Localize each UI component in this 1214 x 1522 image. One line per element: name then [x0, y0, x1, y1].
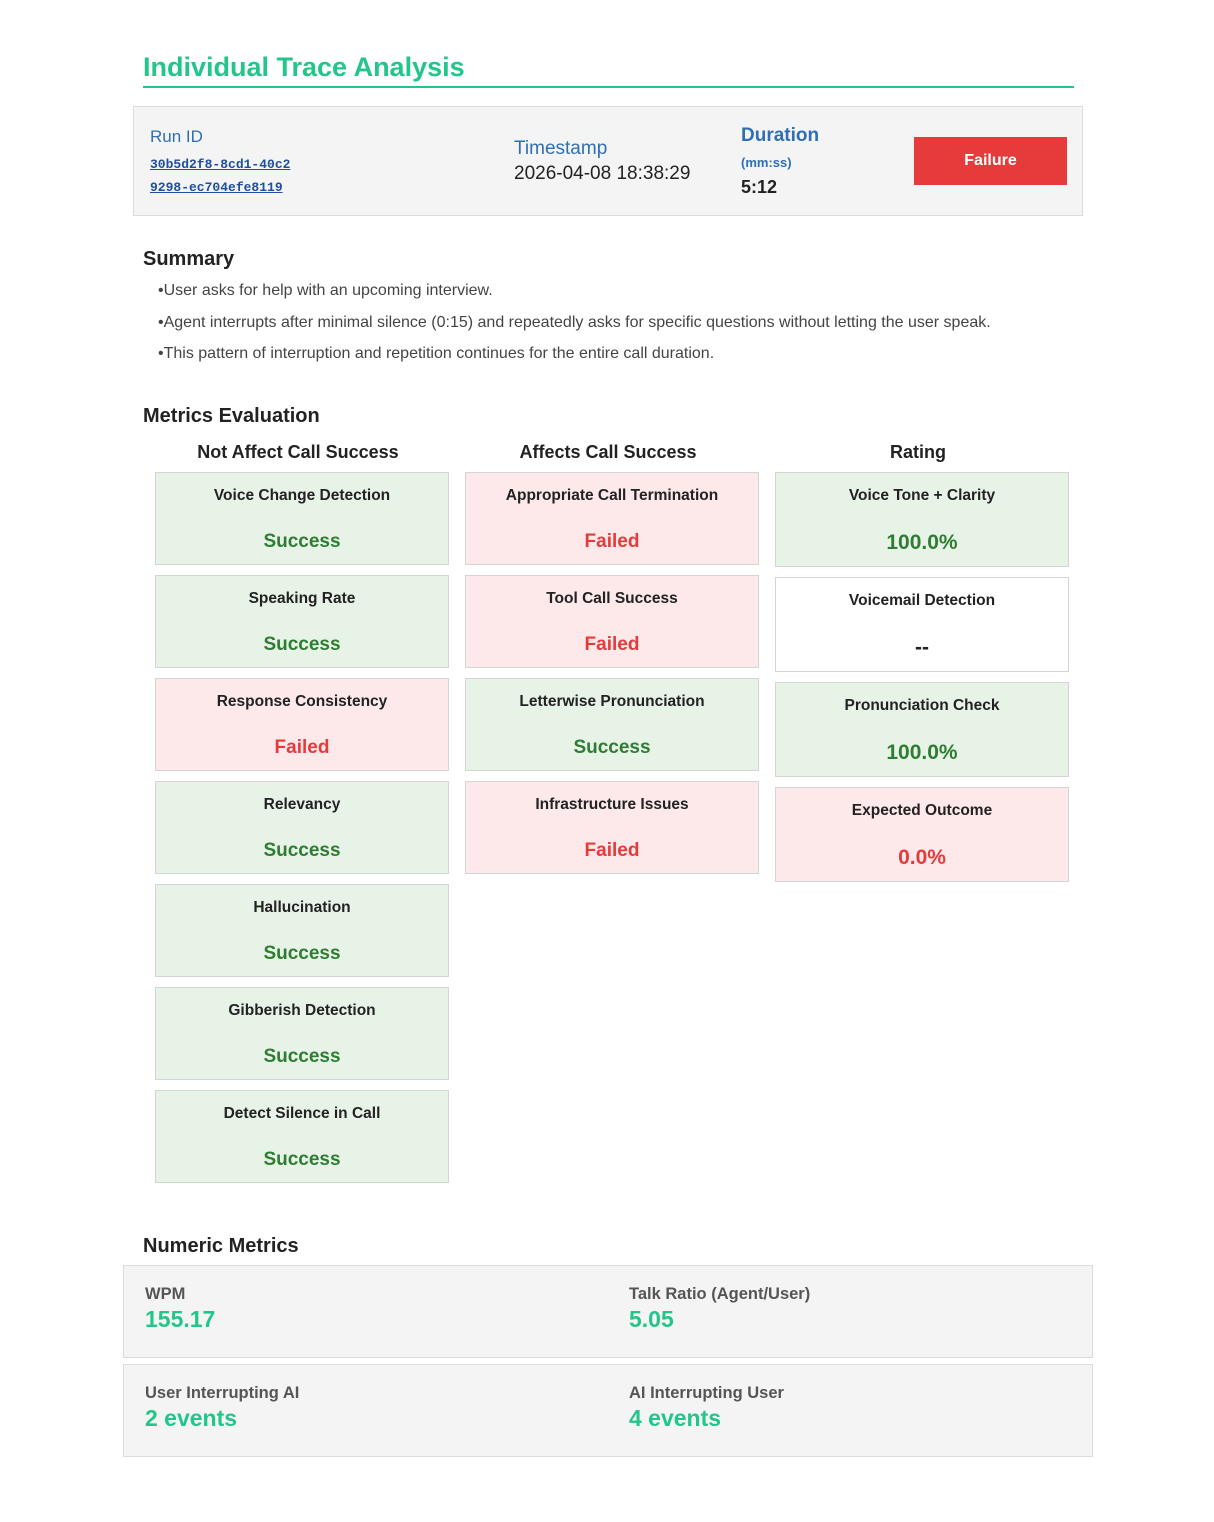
summary-item: •Agent interrupts after minimal silence (0:15) and repeatedly asks for specific questions without letting the user speak. — [158, 313, 991, 331]
metric-value: Success — [263, 634, 341, 655]
summary-list — [158, 280, 1118, 375]
metric-value: Success — [263, 1046, 341, 1067]
run-id-line-1: 30b5d2f8-8cd1-40c2 — [150, 157, 291, 172]
summary-item: •This pattern of interruption and repetition continues for the entire call duration. — [158, 345, 715, 362]
timestamp-label: Timestamp — [514, 138, 608, 159]
status-badge: Failure — [914, 137, 1067, 185]
metric-name: Pronunciation Check — [844, 697, 1000, 714]
duration-label: Duration — [741, 125, 820, 146]
metric-name: Gibberish Detection — [228, 1002, 376, 1019]
metric-card-voice-change-detection — [155, 472, 449, 565]
summary-heading: Summary — [143, 248, 235, 270]
metric-card-voice-tone-clarity — [775, 472, 1069, 567]
metric-value: Success — [263, 943, 341, 964]
run-id-label: Run ID — [150, 127, 203, 146]
metric-name: Detect Silence in Call — [223, 1105, 381, 1122]
metric-value: Success — [263, 1149, 341, 1170]
wpm-label: WPM — [145, 1285, 186, 1303]
metric-name: Infrastructure Issues — [535, 796, 689, 813]
metric-card-hallucination — [155, 884, 449, 977]
metric-card-pronunciation-check — [775, 682, 1069, 777]
numeric-metrics-row — [123, 1265, 1093, 1358]
metrics-heading: Metrics Evaluation — [143, 405, 320, 427]
metric-value: Failed — [584, 531, 640, 552]
metric-value: -- — [915, 636, 929, 659]
metric-card-speaking-rate — [155, 575, 449, 668]
metric-value: 100.0% — [886, 531, 958, 554]
numeric-metrics-row — [123, 1364, 1093, 1457]
metric-value: 0.0% — [898, 846, 946, 869]
column-heading-not-affect: Not Affect Call Success — [197, 442, 399, 462]
metric-card-detect-silence — [155, 1090, 449, 1183]
run-id-link[interactable] — [150, 153, 330, 199]
ai-interrupting-user-label: AI Interrupting User — [629, 1384, 784, 1402]
metric-card-voicemail-detection — [775, 577, 1069, 672]
metric-name: Expected Outcome — [851, 802, 993, 819]
metric-card-relevancy — [155, 781, 449, 874]
metric-card-letterwise-pronunciation — [465, 678, 759, 771]
metric-name: Tool Call Success — [546, 590, 678, 607]
metric-value: Success — [263, 531, 341, 552]
wpm-value: 155.17 — [145, 1306, 216, 1332]
run-id-line-2: 9298-ec704efe8119 — [150, 180, 283, 195]
metric-card-appropriate-call-termination — [465, 472, 759, 565]
metric-name: Voice Tone + Clarity — [848, 487, 996, 504]
talk-ratio-value: 5.05 — [629, 1306, 674, 1332]
numeric-metrics-heading: Numeric Metrics — [143, 1235, 299, 1257]
metric-name: Hallucination — [253, 899, 351, 916]
metric-card-expected-outcome — [775, 787, 1069, 882]
metric-name: Appropriate Call Termination — [505, 487, 719, 504]
metric-value: Failed — [584, 840, 640, 861]
duration-value: 5:12 — [741, 177, 778, 197]
metric-name: Voice Change Detection — [213, 487, 391, 504]
metric-name: Relevancy — [263, 796, 341, 813]
metric-name: Speaking Rate — [248, 590, 356, 607]
column-heading-rating: Rating — [890, 442, 946, 462]
metric-card-tool-call-success — [465, 575, 759, 668]
user-interrupting-ai-value: 2 events — [145, 1405, 238, 1431]
talk-ratio-label: Talk Ratio (Agent/User) — [629, 1285, 811, 1303]
metric-value: Success — [573, 737, 651, 758]
metric-value: 100.0% — [886, 741, 958, 764]
ai-interrupting-user-value: 4 events — [629, 1405, 722, 1431]
metric-name: Letterwise Pronunciation — [519, 693, 705, 710]
metric-name: Response Consistency — [216, 693, 388, 710]
timestamp-value: 2026-04-08 18:38:29 — [514, 163, 691, 184]
metric-name: Voicemail Detection — [848, 592, 996, 609]
metric-value: Failed — [274, 737, 330, 758]
user-interrupting-ai-label: User Interrupting AI — [145, 1384, 300, 1402]
duration-unit: (mm:ss) — [741, 155, 792, 170]
metric-value: Success — [263, 840, 341, 861]
column-heading-affects: Affects Call Success — [519, 442, 697, 462]
metric-card-infrastructure-issues — [465, 781, 759, 874]
metric-value: Failed — [584, 634, 640, 655]
summary-item: •User asks for help with an upcoming interview. — [158, 282, 493, 299]
metric-card-gibberish-detection — [155, 987, 449, 1080]
metric-card-response-consistency — [155, 678, 449, 771]
page-title: Individual Trace Analysis — [143, 50, 1074, 88]
run-header-card — [133, 106, 1083, 216]
